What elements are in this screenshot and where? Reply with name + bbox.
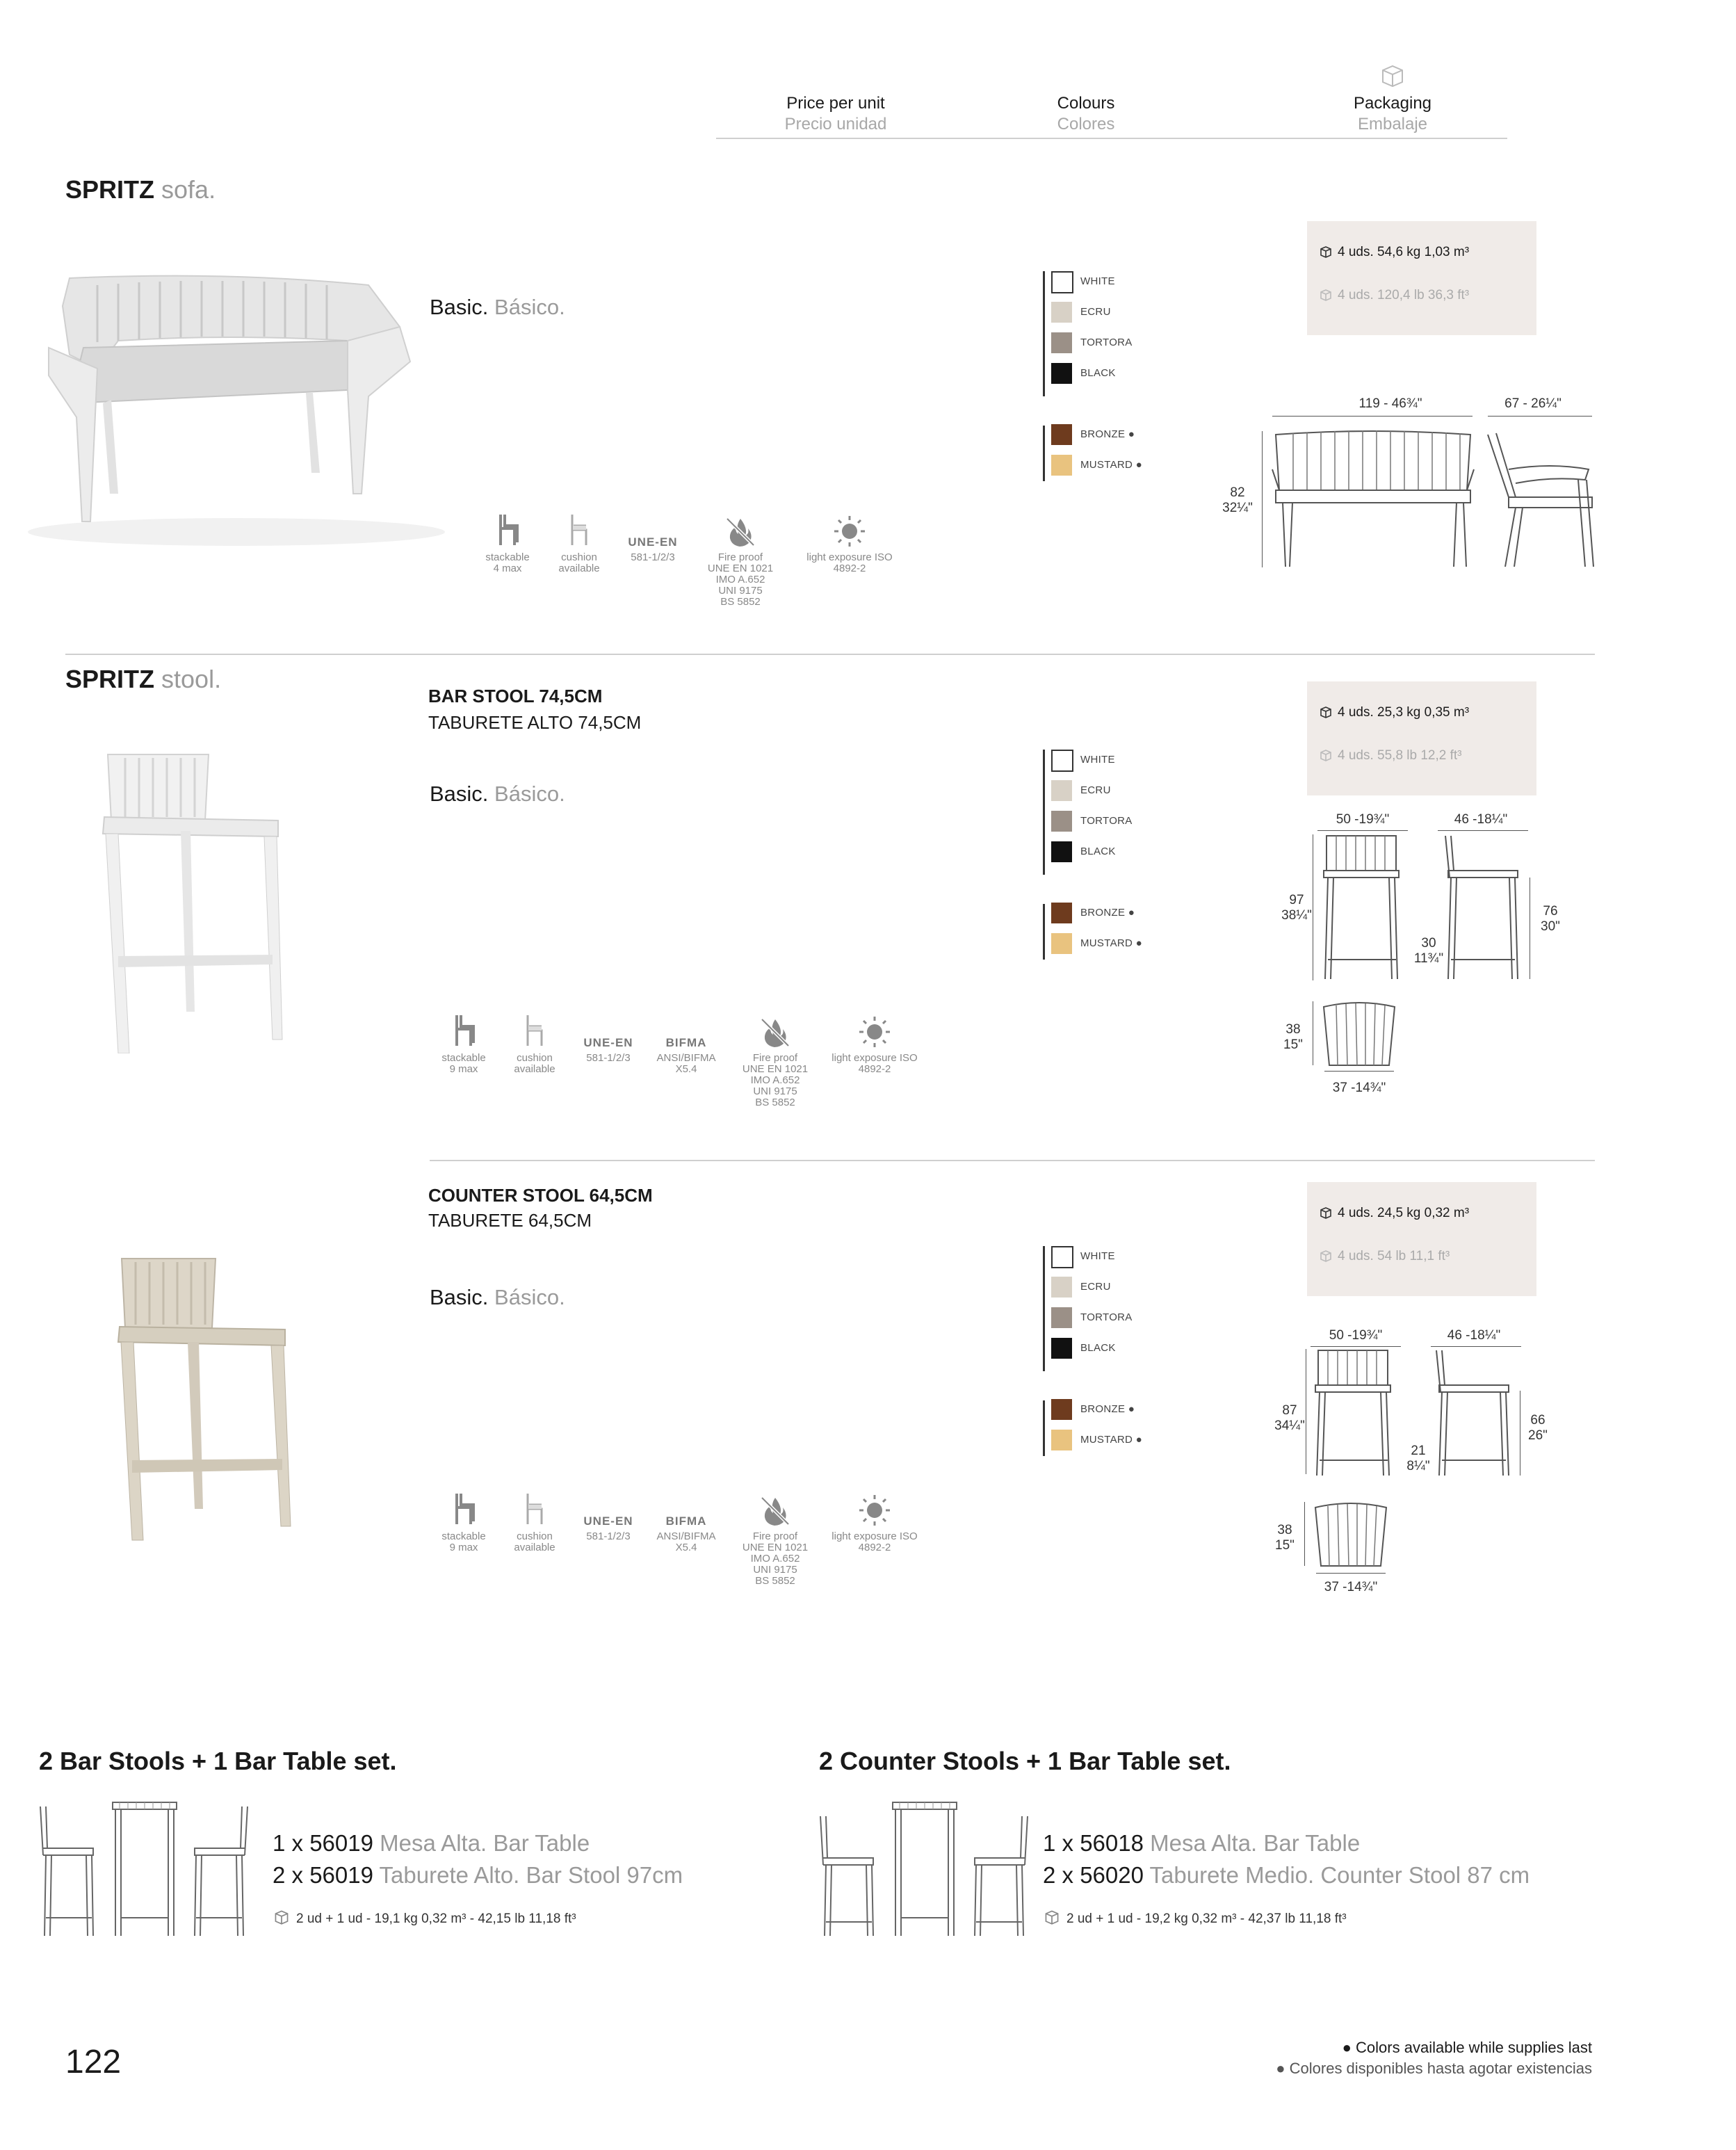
sofa-pack-imperial: [1320, 288, 1469, 303]
swatch-label-bronze: BRONZE ●: [1080, 428, 1135, 440]
feature-light-exposure: [806, 509, 893, 574]
packaging-header: [1288, 93, 1497, 135]
bar-stool-name-es: TABURETE ALTO 74,5CM: [428, 712, 642, 733]
box-icon: [273, 1909, 291, 1925]
counter-stool-dim-foot: 21 8¼": [1406, 1444, 1430, 1473]
fire-proof-icon: [724, 516, 756, 548]
sofa-title-bold: SPRITZ: [65, 175, 155, 204]
sun-icon: [858, 1015, 891, 1049]
counter-set-title: 2 Counter Stools + 1 Bar Table set.: [819, 1747, 1231, 1775]
swatch-ecru[interactable]: [1051, 780, 1072, 801]
swatch-label-mustard: MUSTARD ●: [1080, 459, 1142, 471]
counter-stool-pack-metric: [1320, 1206, 1469, 1221]
cushion-chair-icon: [565, 512, 593, 548]
swatch-tortora[interactable]: [1051, 811, 1072, 832]
colour-group-bar: [1043, 1400, 1045, 1456]
bar-stool-dim-foot: 30 11¾": [1413, 936, 1444, 966]
price-header: [731, 93, 940, 135]
feature-stackable-text: stackable 9 max: [441, 1530, 486, 1553]
feature-fireproof-text: Fire proof UNE EN 1021 IMO A.652 UNI 9175 BS 5852: [742, 1530, 809, 1587]
footer-note-en: ● Colors available while supplies last: [1342, 2039, 1592, 2056]
sofa-dim-height: 82 32¼": [1222, 485, 1253, 515]
counter-set-line1: [1043, 1830, 1360, 1857]
packaging-header-en: Packaging: [1353, 94, 1432, 113]
sofa-title: [65, 175, 216, 204]
colour-group-bar: [1043, 750, 1045, 875]
sofa-packaging-box: [1307, 221, 1536, 335]
bar-stool-pack-imperial-text: 4 uds. 55,8 lb 12,2 ft³: [1338, 748, 1462, 763]
swatch-label-tortora: TORTORA: [1080, 815, 1133, 827]
counter-set-pack-text: 2 ud + 1 ud - 19,2 kg 0,32 m³ - 42,37 lb 11,18 ft³: [1066, 1911, 1347, 1926]
bar-set-title: 2 Bar Stools + 1 Bar Table set.: [39, 1747, 397, 1775]
counter-stool-dim-top-depth-line: [1304, 1502, 1305, 1566]
swatch-ecru[interactable]: [1051, 302, 1072, 323]
swatch-label-mustard: MUSTARD ●: [1080, 1434, 1142, 1446]
counter-stool-top-drawing: [1313, 1502, 1389, 1575]
bar-set-line2: [273, 1862, 683, 1889]
swatch-bronze[interactable]: [1051, 1399, 1072, 1420]
counter-set-line2: [1043, 1862, 1530, 1889]
sofa-front-drawing: [1269, 428, 1477, 577]
colour-group-bar: [1043, 426, 1045, 481]
stool-title-bold: SPRITZ: [65, 665, 155, 693]
counter-stool-pack-imperial-text: 4 uds. 54 lb 11,1 ft³: [1338, 1249, 1450, 1263]
sofa-dim-width-line: [1272, 416, 1473, 417]
swatch-label-ecru: ECRU: [1080, 1281, 1111, 1293]
feature-fireproof: [737, 1010, 813, 1108]
counter-stool-pack-metric-text: 4 uds. 24,5 kg 0,32 m³: [1338, 1206, 1470, 1220]
swatch-label-ecru: ECRU: [1080, 784, 1111, 796]
box-icon: [1320, 245, 1332, 258]
counter-stool-dim-top-width-line: [1316, 1573, 1386, 1574]
feature-bifma: [648, 1010, 724, 1075]
feature-cushion: [496, 1488, 573, 1553]
bar-stool-dim-top-depth: 38 15": [1283, 1022, 1303, 1052]
bar-set-pack-text: 2 ud + 1 ud - 19,1 kg 0,32 m³ - 42,15 lb 11,18 ft³: [296, 1911, 576, 1926]
bar-stool-pack-metric-text: 4 uds. 25,3 kg 0,35 m³: [1338, 705, 1470, 720]
footer-notes: [1112, 2037, 1592, 2079]
bar-stool-packaging-box: [1307, 681, 1536, 795]
swatch-label-white: WHITE: [1080, 1250, 1115, 1262]
feature-fireproof-text: Fire proof UNE EN 1021 IMO A.652 UNI 9175 BS 5852: [742, 1052, 809, 1108]
feature-light-text: light exposure ISO 4892-2: [832, 1052, 918, 1075]
counter-stool-colour-list: [1043, 1246, 1182, 1462]
counter-set-line2-code: 2 x 56020: [1043, 1862, 1144, 1888]
une-badge-icon: UNE-EN: [628, 535, 678, 549]
sofa-dim-depth: 67 - 26¼": [1504, 396, 1561, 411]
counter-set-pack: [1043, 1909, 1347, 1927]
bifma-badge-icon: BIFMA: [665, 1036, 707, 1049]
bar-set-pack: [273, 1909, 576, 1927]
swatch-label-white: WHITE: [1080, 275, 1115, 287]
header-rule: [716, 138, 1507, 139]
bar-stool-dim-top-width: 37 -14¾": [1332, 1081, 1386, 1095]
feature-une-text: 581-1/2/3: [586, 1530, 631, 1542]
counter-stool-basic-en: Basic.: [430, 1285, 489, 1309]
bar-stool-basic-es: Básico.: [494, 782, 565, 806]
feature-une: [570, 1010, 647, 1064]
counter-set-line1-desc: Mesa Alta. Bar Table: [1150, 1830, 1361, 1856]
feature-stackable: [469, 509, 546, 574]
swatch-black[interactable]: [1051, 841, 1072, 862]
packaging-header-icon: [1380, 64, 1405, 91]
swatch-tortora[interactable]: [1051, 332, 1072, 353]
bar-stool-dim-width: 50 -19¾": [1336, 812, 1390, 827]
counter-stool-dim-width-line: [1311, 1346, 1401, 1347]
stool-title: [65, 665, 221, 694]
feature-light-text: light exposure ISO 4892-2: [832, 1530, 918, 1553]
counter-stool-dim-seat: 66 26": [1528, 1413, 1548, 1443]
swatch-ecru[interactable]: [1051, 1277, 1072, 1298]
sun-icon: [858, 1494, 891, 1527]
swatch-white[interactable]: [1051, 1246, 1073, 1268]
page-number: 122: [65, 2044, 122, 2080]
bar-stool-dim-depth: 46 -18¼": [1454, 812, 1508, 827]
box-icon: [1320, 749, 1332, 761]
feature-fireproof: [737, 1488, 813, 1587]
swatch-label-white: WHITE: [1080, 754, 1115, 766]
counter-stool-basic-label: [430, 1285, 565, 1310]
une-badge-icon: UNE-EN: [583, 1036, 633, 1049]
sofa-title-light: sofa.: [161, 175, 216, 204]
fire-proof-icon: [759, 1017, 791, 1049]
counter-stool-dim-depth-line: [1431, 1346, 1521, 1347]
sofa-section-rule: [65, 654, 1595, 655]
swatch-label-ecru: ECRU: [1080, 306, 1111, 318]
une-badge-icon: UNE-EN: [583, 1514, 633, 1528]
feature-une-text: 581-1/2/3: [586, 1052, 631, 1064]
bar-set-drawing: [38, 1800, 253, 1942]
counter-stool-dim-depth: 46 -18¼": [1447, 1328, 1501, 1343]
sofa-side-drawing: [1481, 428, 1606, 577]
feature-bifma-text: ANSI/BIFMA X5.4: [656, 1052, 716, 1075]
bar-stool-dim-width-line: [1317, 830, 1408, 831]
swatch-mustard[interactable]: [1051, 455, 1072, 476]
sofa-basic-en: Basic.: [430, 295, 489, 319]
bar-stool-section-rule: [430, 1160, 1595, 1161]
sofa-pack-imperial-text: 4 uds. 120,4 lb 36,3 ft³: [1338, 288, 1470, 302]
counter-stool-dim-height: 87 34¼": [1274, 1403, 1305, 1433]
stackable-chair-icon: [450, 1491, 478, 1527]
sofa-basic-es: Básico.: [494, 295, 565, 319]
sofa-dim-height-line: [1262, 431, 1263, 567]
bar-stool-dim-seat: 76 30": [1541, 904, 1560, 934]
price-header-en: Price per unit: [786, 94, 885, 113]
box-icon: [1320, 706, 1332, 718]
counter-stool-basic-es: Básico.: [494, 1285, 565, 1309]
sofa-basic-label: [430, 295, 565, 320]
sun-icon: [833, 515, 866, 548]
sofa-colour-list: [1043, 271, 1182, 487]
cushion-chair-icon: [521, 1012, 549, 1049]
counter-set-line1-code: 1 x 56018: [1043, 1830, 1144, 1856]
sofa-pack-metric: [1320, 245, 1469, 260]
swatch-mustard[interactable]: [1051, 933, 1072, 954]
swatch-bronze[interactable]: [1051, 424, 1072, 445]
feature-cushion-text: cushion available: [558, 551, 600, 574]
counter-stool-pack-imperial: [1320, 1249, 1450, 1264]
feature-light-text: light exposure ISO 4892-2: [806, 551, 893, 574]
swatch-mustard[interactable]: [1051, 1430, 1072, 1450]
feature-light-exposure: [832, 1488, 918, 1553]
counter-stool-photo: [111, 1252, 299, 1547]
colour-group-bar: [1043, 271, 1045, 396]
counter-stool-dim-top-width: 37 -14¾": [1324, 1580, 1378, 1594]
bar-set-line1: [273, 1830, 590, 1857]
bar-stool-dim-top-width-line: [1324, 1071, 1394, 1072]
bar-stool-colour-list: [1043, 750, 1182, 965]
colours-header-en: Colours: [1057, 94, 1115, 113]
sofa-dim-width: 119 - 46¾": [1358, 396, 1422, 411]
counter-set-line2-desc: Taburete Medio. Counter Stool 87 cm: [1149, 1862, 1530, 1888]
counter-set-drawing: [818, 1800, 1033, 1942]
stackable-chair-icon: [494, 512, 521, 548]
swatch-black[interactable]: [1051, 363, 1072, 384]
bar-stool-basic-label: [430, 782, 565, 807]
swatch-label-black: BLACK: [1080, 846, 1116, 857]
feature-bifma: [648, 1488, 724, 1553]
swatch-white[interactable]: [1051, 271, 1073, 293]
feature-une: [615, 509, 691, 563]
counter-stool-dim-width: 50 -19¾": [1329, 1328, 1383, 1343]
box-icon: [1320, 289, 1332, 301]
swatch-label-mustard: MUSTARD ●: [1080, 937, 1142, 949]
box-icon: [1320, 1206, 1332, 1219]
box-icon: [1043, 1909, 1061, 1925]
bar-set-line1-desc: Mesa Alta. Bar Table: [380, 1830, 590, 1856]
feature-stackable-text: stackable 9 max: [441, 1052, 486, 1075]
counter-stool-packaging-box: [1307, 1182, 1536, 1296]
bar-stool-photo: [90, 747, 292, 1057]
bar-stool-basic-en: Basic.: [430, 782, 489, 806]
swatch-label-black: BLACK: [1080, 367, 1116, 379]
bar-stool-top-drawing: [1321, 1001, 1397, 1074]
swatch-label-tortora: TORTORA: [1080, 1311, 1133, 1323]
feature-stackable-text: stackable 4 max: [485, 551, 530, 574]
bar-stool-pack-imperial: [1320, 748, 1462, 763]
counter-stool-side-drawing: [1434, 1349, 1517, 1480]
sofa-pack-metric-text: 4 uds. 54,6 kg 1,03 m³: [1338, 245, 1470, 259]
counter-stool-front-drawing: [1313, 1349, 1396, 1480]
cushion-chair-icon: [521, 1491, 549, 1527]
bar-set-line2-code: 2 x 56019: [273, 1862, 373, 1888]
bar-set-line1-code: 1 x 56019: [273, 1830, 373, 1856]
footer-note-es: ● Colores disponibles hasta agotar existencias: [1276, 2060, 1592, 2077]
counter-stool-name-es: TABURETE 64,5CM: [428, 1210, 592, 1231]
swatch-label-tortora: TORTORA: [1080, 337, 1133, 348]
colours-header-es: Colores: [1057, 115, 1115, 134]
feature-stackable: [425, 1010, 502, 1075]
bar-stool-name-en: BAR STOOL 74,5CM: [428, 686, 603, 706]
feature-cushion: [496, 1010, 573, 1075]
swatch-tortora[interactable]: [1051, 1307, 1072, 1328]
colour-group-bar: [1043, 1246, 1045, 1371]
feature-une: [570, 1488, 647, 1542]
colours-header: [982, 93, 1190, 135]
fire-proof-icon: [759, 1495, 791, 1527]
bifma-badge-icon: BIFMA: [665, 1514, 707, 1528]
feature-fireproof: [702, 509, 779, 608]
bar-stool-dim-depth-line: [1438, 830, 1528, 831]
swatch-white[interactable]: [1051, 750, 1073, 772]
box-icon: [1320, 1250, 1332, 1262]
feature-une-text: 581-1/2/3: [631, 551, 675, 563]
bar-set-line2-desc: Taburete Alto. Bar Stool 97cm: [379, 1862, 683, 1888]
stackable-chair-icon: [450, 1012, 478, 1049]
feature-cushion-text: cushion available: [514, 1530, 555, 1553]
swatch-black[interactable]: [1051, 1338, 1072, 1359]
bar-stool-dim-height: 97 38¼": [1281, 893, 1312, 923]
swatch-label-bronze: BRONZE ●: [1080, 1403, 1135, 1415]
feature-stackable: [425, 1488, 502, 1553]
stool-title-light: stool.: [161, 665, 222, 693]
bar-stool-pack-metric: [1320, 705, 1469, 720]
swatch-bronze[interactable]: [1051, 903, 1072, 923]
feature-bifma-text: ANSI/BIFMA X5.4: [656, 1530, 716, 1553]
swatch-label-bronze: BRONZE ●: [1080, 907, 1135, 919]
feature-cushion-text: cushion available: [514, 1052, 555, 1075]
swatch-label-black: BLACK: [1080, 1342, 1116, 1354]
counter-stool-dim-top-depth: 38 15": [1275, 1523, 1295, 1553]
bar-stool-front-drawing: [1321, 834, 1404, 984]
bar-stool-side-drawing: [1443, 834, 1526, 984]
price-header-es: Precio unidad: [784, 115, 887, 134]
sofa-dim-depth-line: [1488, 416, 1592, 417]
colour-group-bar: [1043, 904, 1045, 960]
feature-fireproof-text: Fire proof UNE EN 1021 IMO A.652 UNI 9175 BS 5852: [707, 551, 774, 608]
sofa-photo: [21, 264, 452, 553]
packaging-header-es: Embalaje: [1357, 115, 1428, 134]
counter-stool-name-en: COUNTER STOOL 64,5CM: [428, 1185, 653, 1206]
feature-cushion: [541, 509, 617, 574]
feature-light-exposure: [832, 1010, 918, 1075]
